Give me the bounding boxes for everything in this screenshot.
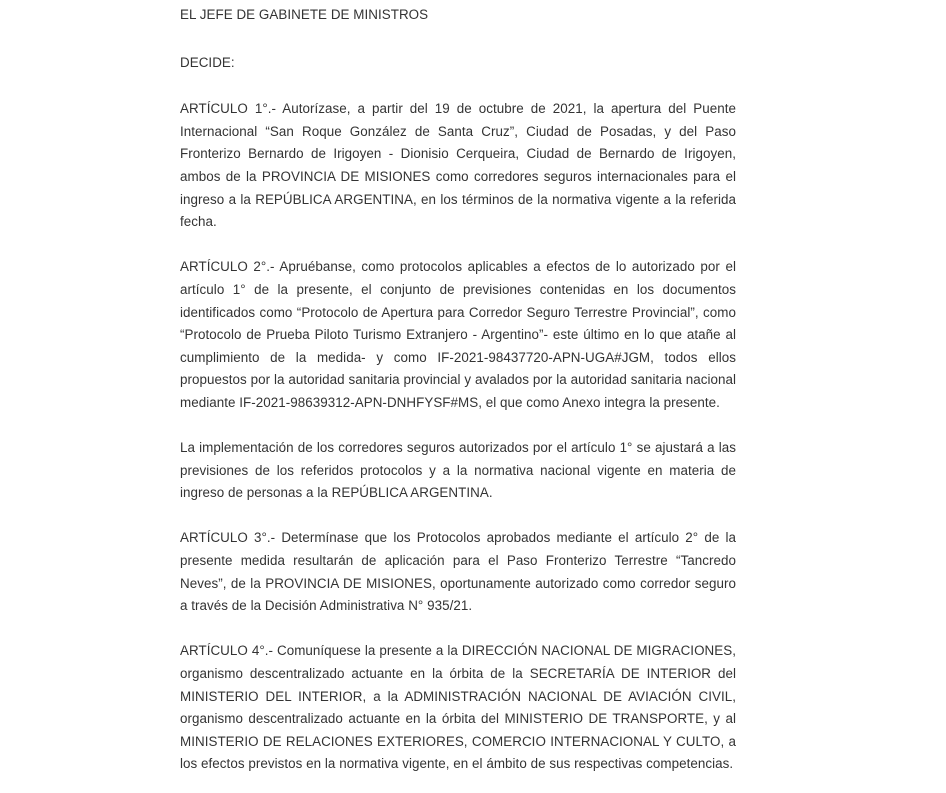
document-heading: EL JEFE DE GABINETE DE MINISTROS xyxy=(180,7,429,22)
decide-label: DECIDE: xyxy=(180,54,235,70)
article-4-paragraph: ARTÍCULO 4°.- Comuníquese la presente a la DIRECCIÓN NACIONAL DE MIGRACIONES, organismo descentralizado actuante en la órbita de la SECRETARÍA DE INTERIOR del MINISTERIO DEL INTERIOR, a la ADMINISTRACIÓN NACIONAL DE AVIACIÓN CIVIL, organismo descentralizado actuante en la órbita del MINISTERIO DE TRANSPORTE, y al MINISTERIO DE RELACIONES EXTERIORES, COMERCIO INTERNACIONAL Y CULTO, a los efectos previstos en la normativa vigente, en el ámbito de sus respectivas competencias. xyxy=(180,643,736,772)
document-body xyxy=(180,4,736,776)
article-1-paragraph: ARTÍCULO 1°.- Autorízase, a partir del 19 de octubre de 2021, la apertura del Puente Internacional “San Roque González de Santa Cruz”, Ciudad de Posadas, y del Paso Fronterizo Bernardo de Irigoyen - Dionisio Cerqueira, Ciudad de Bernardo de Irigoyen, ambos de la PROVINCIA DE MISIONES como corredores seguros internacionales para el ingreso a la REPÚBLICA ARGENTINA, en los términos de la normativa vigente a la referida fecha. xyxy=(180,101,736,230)
implementation-paragraph: La implementación de los corredores seguros autorizados por el artículo 1° se ajustará a las previsiones de los referidos protocolos y a la normativa nacional vigente en materia de ingreso de personas a la REPÚBLICA ARGENTINA. xyxy=(180,440,736,501)
article-2-paragraph: ARTÍCULO 2°.- Apruébanse, como protocolos aplicables a efectos de lo autorizado por el artículo 1° de la presente, el conjunto de previsiones contenidas en los documentos identificados como “Protocolo de Apertura para Corredor Seguro Terrestre Provincial”, como “Protocolo de Prueba Piloto Turismo Extranjero - Argentino”- este último en lo que atañe al cumplimiento de la medida- y como IF-2021-98437720-APN-UGA#JGM, todos ellos propuestos por la autoridad sanitaria provincial y avalados por la autoridad sanitaria nacional mediante IF-2021-98639312-APN-DNHFYSF#MS, el que como Anexo integra la presente. xyxy=(180,259,736,410)
article-3-paragraph: ARTÍCULO 3°.- Determínase que los Protocolos aprobados mediante el artículo 2° de la presente medida resultarán de aplicación para el Paso Fronterizo Terrestre “Tancredo Neves”, de la PROVINCIA DE MISIONES, oportunamente autorizado como corredor seguro a través de la Decisión Administrativa N° 935/21. xyxy=(180,530,736,614)
